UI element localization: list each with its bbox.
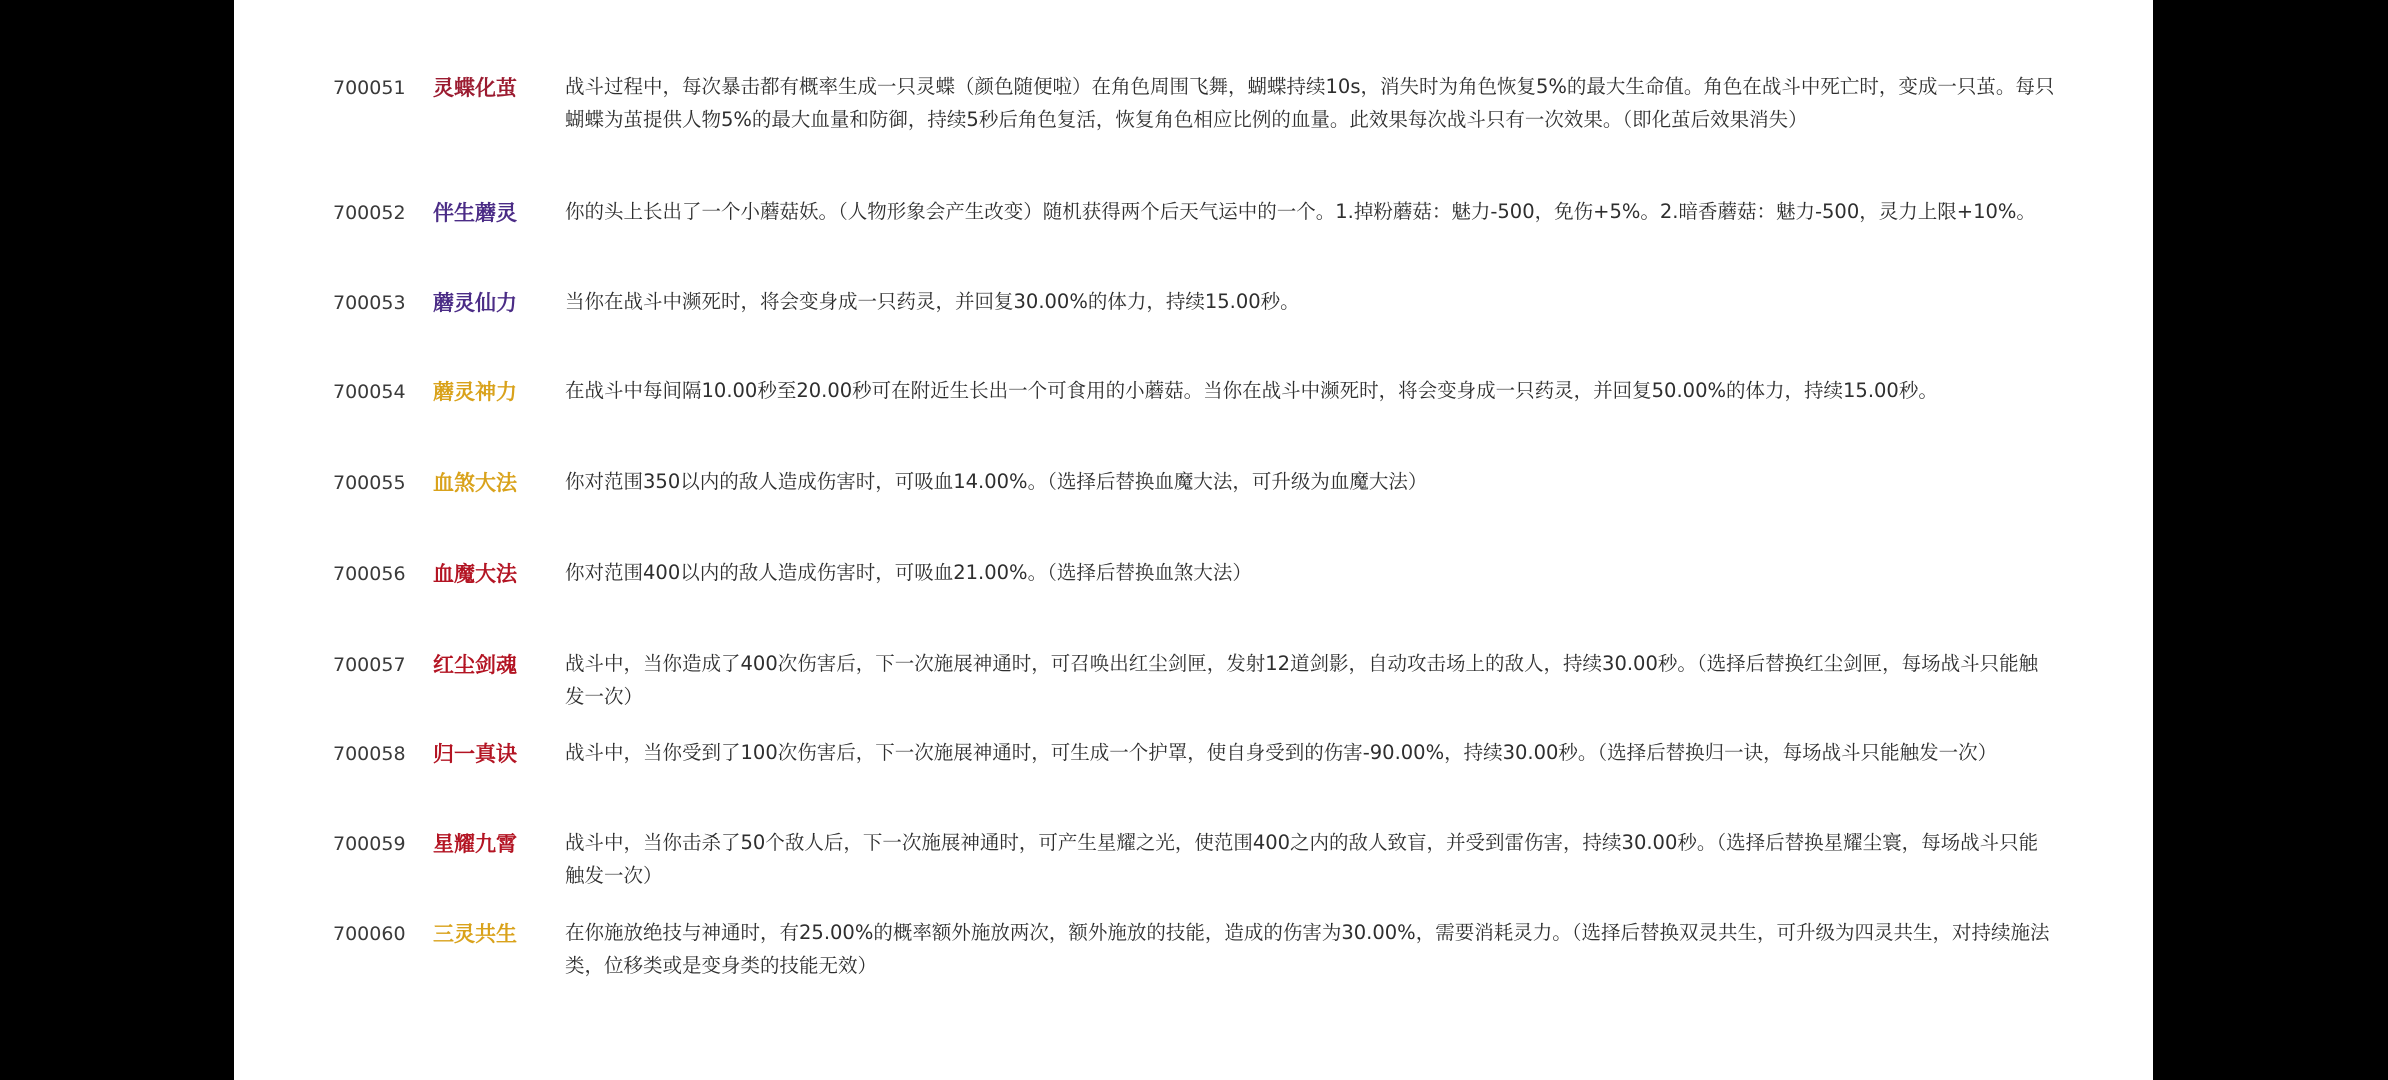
talent-name: 伴生蘑灵	[433, 201, 517, 225]
talent-id: 700056	[333, 563, 406, 585]
talent-description: 在你施放绝技与神通时，有25.00%的概率额外施放两次，额外施放的技能，造成的伤害为30.00%，需要消耗灵力。（选择后替换双灵共生，可升级为四灵共生，对持续施法类，位移类或是变身类的技能无效）	[565, 921, 2050, 977]
talent-name: 三灵共生	[433, 922, 517, 946]
talent-name: 归一真诀	[433, 742, 517, 766]
talent-name: 红尘剑魂	[433, 653, 517, 677]
talent-id: 700053	[333, 292, 406, 314]
talent-name: 血魔大法	[433, 562, 517, 586]
talent-name: 蘑灵仙力	[433, 291, 517, 315]
talent-name: 灵蝶化茧	[433, 76, 517, 100]
talent-description: 战斗中，当你受到了100次伤害后，下一次施展神通时，可生成一个护罩，使自身受到的伤害-90.00%，持续30.00秒。（选择后替换归一诀，每场战斗只能触发一次）	[565, 741, 1998, 764]
talent-description: 战斗中，当你造成了400次伤害后，下一次施展神通时，可召唤出红尘剑匣，发射12道剑影，自动攻击场上的敌人，持续30.00秒。（选择后替换红尘剑匣，每场战斗只能触发一次）	[565, 652, 2039, 708]
talent-id: 700055	[333, 472, 406, 494]
talent-id: 700058	[333, 743, 406, 765]
talent-id: 700051	[333, 77, 406, 99]
talent-description: 你对范围350以内的敌人造成伤害时，可吸血14.00%。（选择后替换血魔大法，可升级为血魔大法）	[565, 470, 1428, 493]
talent-id: 700059	[333, 833, 406, 855]
talent-description: 当你在战斗中濒死时，将会变身成一只药灵，并回复30.00%的体力，持续15.00秒。	[565, 290, 1300, 313]
talent-description: 你的头上长出了一个小蘑菇妖。（人物形象会产生改变）随机获得两个后天气运中的一个。1.掉粉蘑菇：魅力-500，免伤+5%。2.暗香蘑菇：魅力-500，灵力上限+10%。	[565, 200, 2036, 223]
talent-id: 700054	[333, 381, 406, 403]
talent-id: 700060	[333, 923, 406, 945]
talent-name: 血煞大法	[433, 471, 517, 495]
talent-description: 你对范围400以内的敌人造成伤害时，可吸血21.00%。（选择后替换血煞大法）	[565, 561, 1252, 584]
talent-id: 700057	[333, 654, 406, 676]
talent-description: 战斗过程中，每次暴击都有概率生成一只灵蝶（颜色随便啦）在角色周围飞舞，蝴蝶持续10s，消失时为角色恢复5%的最大生命值。角色在战斗中死亡时，变成一只茧。每只蝴蝶为茧提供人物5%的最大血量和防御，持续5秒后角色复活，恢复角色相应比例的血量。此效果每次战斗只有一次效果。（即化茧后效果消失）	[565, 75, 2055, 131]
talent-name: 星耀九霄	[433, 832, 517, 856]
talent-description: 战斗中，当你击杀了50个敌人后，下一次施展神通时，可产生星耀之光，使范围400之内的敌人致盲，并受到雷伤害，持续30.00秒。（选择后替换星耀尘寰，每场战斗只能触发一次）	[565, 831, 2039, 887]
talent-id: 700052	[333, 202, 406, 224]
document-page	[234, 0, 2153, 1080]
talent-description: 在战斗中每间隔10.00秒至20.00秒可在附近生长出一个可食用的小蘑菇。当你在战斗中濒死时，将会变身成一只药灵，并回复50.00%的体力，持续15.00秒。	[565, 379, 1938, 402]
talent-name: 蘑灵神力	[433, 380, 517, 404]
